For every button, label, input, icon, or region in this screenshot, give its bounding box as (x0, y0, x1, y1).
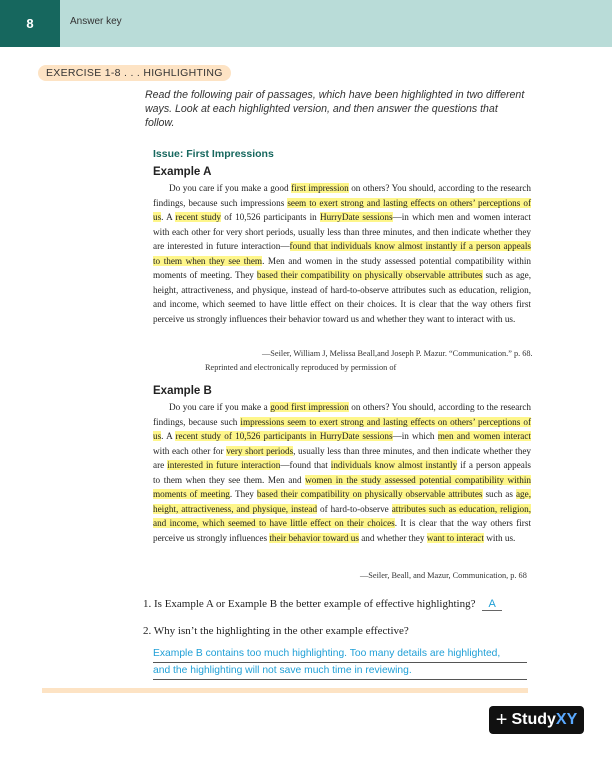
question-2-answer-line-2: and the highlighting will not save much time in reviewing. (153, 663, 527, 680)
question-1-text: 1. Is Example A or Example B the better example of effective highlighting? (143, 598, 476, 610)
passage-text: and whether they (358, 532, 427, 543)
highlighted-text: want to interact (426, 532, 484, 543)
passage-text: of 10,526 participants in (221, 212, 320, 222)
section-divider (42, 688, 528, 693)
highlighted-text: HurryDate sessions (319, 212, 393, 222)
passage-text: . Men and women in the study assessed potential compatibility within moments of meeting. They (153, 255, 531, 280)
highlighted-text: recent study (175, 212, 222, 222)
question-2-answer-line-1: Example B contains too much highlighting. Too many details are highlighted, (153, 646, 527, 663)
highlighted-text: their behavior toward us (269, 532, 359, 543)
highlighted-text: men and women interact (437, 431, 531, 441)
exercise-tag: EXERCISE 1-8 . . . HIGHLIGHTING (38, 65, 231, 81)
passage-text: with us. (483, 532, 516, 543)
highlighted-text: based their compatibility on physically observable attributes (256, 270, 483, 280)
passage-text: —found that (280, 460, 331, 470)
example-a-passage (153, 181, 531, 326)
page-header (0, 0, 612, 47)
highlighted-text: attributes such as education, religion, and income, which seemed to have little effect on their choices (153, 503, 531, 528)
exercise-instructions: Read the following pair of passages, which have been highlighted in two different ways. Look at each highlighted version, and then answer the questions that follow. (145, 89, 525, 129)
passage-text: , usually less than three minutes, and then indicate whether they are (153, 445, 531, 470)
highlighted-text: found that individuals know almost instantly if a person appeals to them when they see them (153, 241, 532, 266)
passage-text: such as (482, 489, 516, 499)
passage-text: of hard-to-observe (317, 503, 392, 514)
example-a-citation: —Seiler, William J, Melissa Beall,and Joseph P. Mazur. “Communication.” p. 68. (262, 349, 533, 358)
passage-text: on others? You should, according to the research findings, because such impressions (153, 183, 531, 208)
passage-text: . A (161, 212, 176, 222)
passage-text: Do you care if you make a (169, 402, 271, 412)
highlighted-text: good first impression (270, 402, 349, 412)
passage-text: with each other for (153, 445, 227, 456)
highlighted-text: individuals know almost instantly (330, 460, 458, 470)
example-b-passage (153, 400, 531, 545)
highlighted-text: impressions seem to exert strong and lasting effects on others’ perceptions of us (153, 416, 531, 441)
logo-text: Study (511, 711, 556, 728)
example-a-permission: Reprinted and electronically reproduced by permission of (205, 363, 397, 372)
issue-heading: Issue: First Impressions (153, 148, 274, 160)
highlighted-text: interested in future interaction (167, 460, 281, 470)
studyxy-logo (489, 706, 584, 734)
highlighted-text: based their compatibility on physically observable attributes (256, 489, 483, 499)
passage-text: Do you care if you make a good (169, 183, 292, 193)
highlighted-text: recent study of 10,526 participants in HurryDate sessions (175, 431, 393, 441)
logo-accent: XY (555, 711, 578, 728)
highlighted-text: seem to exert strong and lasting effects on others’ perceptions of us (153, 197, 532, 222)
page-number: 8 (0, 0, 60, 47)
passage-text: such as age, height, attractiveness, and physique, instead of hard-to-observe attributes such as education, religion, and income, which seemed to have little effect on their choices. It is clear that the way others first perceive us strongly influences their behavior toward us and whether they want to interact with us. (153, 270, 531, 324)
highlighted-text: very short periods (226, 445, 294, 456)
passage-text: . It is clear that the way others first perceive us strongly influences (153, 518, 531, 543)
passage-text: on others? You should, according to the research findings, because such (153, 402, 532, 427)
highlighted-text: first impression (291, 183, 349, 193)
example-a-title: Example A (153, 166, 212, 178)
plus-icon: + (495, 708, 508, 731)
question-2-text: 2. Why isn’t the highlighting in the other example effective? (143, 625, 409, 637)
question-1 (143, 598, 502, 611)
example-b-citation: —Seiler, Beall, and Mazur, Communication, p. 68 (360, 571, 527, 580)
header-title: Answer key (70, 16, 122, 27)
highlighted-text: age, height, attractiveness, and physique, instead (153, 489, 531, 514)
passage-text: —in which (392, 431, 438, 441)
question-1-answer: A (482, 598, 502, 611)
passage-text: if a person appeals to them when they see them. Men and (153, 460, 531, 485)
passage-text: . They (229, 489, 257, 499)
example-b-title: Example B (153, 385, 212, 397)
passage-text: —in which men and women interact with each other for very short periods, usually less than three minutes, and then indicate whether they are interested in future interaction— (153, 212, 531, 251)
passage-text: . A (161, 431, 176, 441)
highlighted-text: women in the study assessed potential compatibility within moments of meeting (153, 474, 531, 499)
